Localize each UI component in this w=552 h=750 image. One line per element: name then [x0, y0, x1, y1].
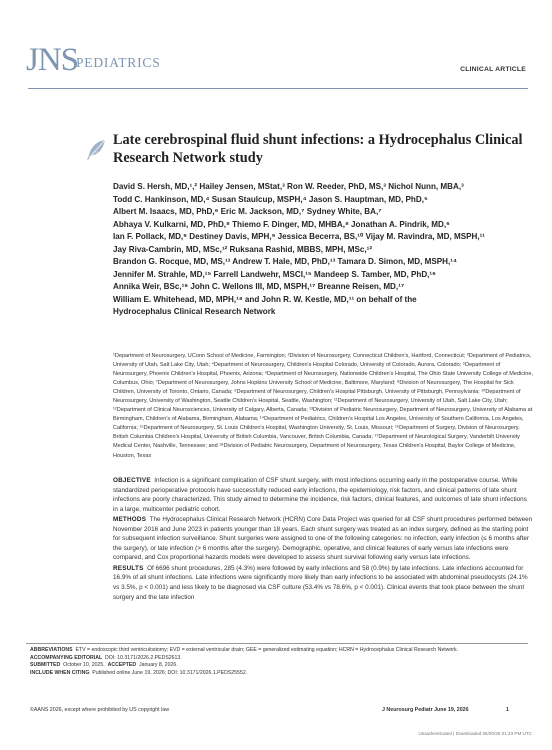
- author-line: Hydrocephalus Clinical Research Network: [113, 307, 276, 317]
- meta-label: SUBMITTED: [30, 662, 61, 669]
- journal-logo: JNS: [26, 42, 79, 78]
- meta-label: ABBREVIATIONS: [30, 647, 73, 653]
- download-note: Unauthenticated | Downloaded 06/20/26 01:23 PM UTC: [418, 731, 532, 736]
- meta-value: ETV = endoscopic third ventriculostomy; EVD = external ventricular drain; GEE = generalized estimating equation; HCRN = Hydrocephalus Clinical Research Network.: [75, 647, 459, 653]
- abstract-section-label: METHODS: [113, 516, 147, 524]
- page-number: 1: [506, 707, 509, 713]
- feather-icon: [84, 138, 108, 162]
- article-title: Late cerebrospinal fluid shunt infections: a Hydrocephalus Clinical Research Network study: [113, 132, 523, 166]
- author-line: Annika Weir, BSc,¹⁶ John C. Wellons III, MD, MSPH,¹⁷ Breanne Reisen, MD,¹⁷: [113, 282, 405, 292]
- editorial-doi-link[interactable]: DOI: 10.3171/2026.2.PEDS2613.: [105, 654, 182, 661]
- citation-info: [30, 670, 500, 678]
- article-type: CLINICAL ARTICLE: [460, 66, 526, 73]
- masthead-rule: [28, 88, 528, 89]
- author-line: Brandon G. Rocque, MD, MS,¹³ Andrew T. Hale, MD, PhD,¹³ Tamara D. Simon, MD, MSPH,¹⁴: [113, 257, 457, 267]
- meta-label: ACCEPTED: [107, 662, 137, 669]
- footer-rule: [26, 643, 528, 644]
- meta-value: October 10, 2025.: [63, 662, 105, 669]
- author-line: Ian F. Pollack, MD,⁹ Destiney Davis, MPH,⁹ Jessica Becerra, BS,¹⁰ Vijay M. Ravindra, MD, MSPH,¹¹: [113, 232, 485, 242]
- journal-reference: J Neurosurg Pediatr June 19, 2026: [382, 707, 469, 713]
- journal-masthead: [26, 40, 526, 88]
- citation-doi-link[interactable]: Published online June 19, 2026; DOI: 10.3171/2026.1.PEDS25552.: [92, 669, 248, 676]
- submission-dates: [30, 662, 500, 670]
- author-line: Abhaya V. Kulkarni, MD, PhD,⁸ Thiemo F. Dinger, MD, MHBA,⁸ Jonathan A. Pindrik, MD,⁶: [113, 219, 450, 229]
- author-line: Jennifer M. Strahle, MD,¹⁵ Farrell Landwehr, MSCI,¹⁵ Mandeep S. Tamber, MD, PhD,¹⁶: [113, 269, 436, 279]
- author-line: William E. Whitehead, MD, MPH,¹⁸ and John R. W. Kestle, MD,¹¹ on behalf of the: [113, 294, 417, 304]
- affiliations: ¹Department of Neurosurgery, UConn School of Medicine, Farmington; ²Division of Neurosurgery, Connecticut Children's, Hartford, Connecticut; ³Department of Pediatrics, University of Utah, Salt Lake City, Utah; ⁴Department of Neurosurgery, Children's Hospital Colorado, University of Colorado, Aurora, Colorado; ⁵Department of Neurosurgery, Phoenix Children's Hospital, Phoenix, Arizona; ⁶Department of Neurosurgery, Nationwide Children's Hospital, The Ohio State University College of Medicine, Columbus, Ohio; ⁷Department of Neurosurgery, Johns Hopkins University School of Medicine, Baltimore, Maryland; ⁸Division of Neurosurgery, The Hospital for Sick Children, University of Toronto, Ontario, Canada; ⁹Department of Neurosurgery, Children's Hospital Pittsburgh, University of Pittsburgh, Pennsylvania; ¹⁰Department of Neurosurgery, University of Washington, Seattle Children's Hospital, Seattle, Washington; ¹¹Department of Neurosurgery, University of Utah, Salt Lake City, Utah; ¹²Department of Clinical Neurosciences, University of Calgary, Alberta, Canada; ¹³Division of Pediatric Neurosurgery, Department of Neurosurgery, University of Alabama at Birmingham, Children's of Alabama, Birmingham, Alabama; ¹⁴Department of Pediatrics, Children's Hospital Los Angeles, University of Southern California, Los Angeles, California; ¹⁵Department of Neurosurgery, St. Louis Children's Hospital, Washington University, St. Louis, Missouri; ¹⁶Department of Surgery, Division of Neurosurgery, British Columbia Children's Hospital, University of British Columbia, Vancouver, British Columbia, Canada; ¹⁷Department of Neurological Surgery, Vanderbilt University Medical Center, Nashville, Tennessee; and ¹⁸Division of Pediatric Neurosurgery, Department of Neurosurgery, Texas Children's Hospital, Baylor College of Medicine, Houston, Texas: [113, 353, 534, 459]
- meta-label: ACCOMPANYING EDITORIAL: [30, 654, 103, 661]
- copyright-notice: ©AANS 2026, except where prohibited by US copyright law: [30, 707, 170, 713]
- abstract-section-label: OBJECTIVE: [113, 477, 151, 484]
- abstract-results: [113, 564, 533, 602]
- author-line: Jay Riva-Cambrin, MD, MSc,¹² Ruksana Rashid, MBBS, MPH, MSc,¹²: [113, 244, 373, 254]
- author-line: David S. Hersh, MD,¹,² Hailey Jensen, MStat,³ Ron W. Reeder, PhD, MS,³ Nichol Nunn, MBA,³: [113, 182, 464, 191]
- abstract-methods: [113, 515, 533, 563]
- journal-section: PEDIATRICS: [76, 55, 161, 70]
- abstract-objective: [113, 476, 533, 514]
- meta-value: January 8, 2026.: [139, 662, 178, 669]
- abstract-text: Of 6696 shunt procedures, 285 (4.3%) were followed by early infections and 58 (0.9%) by late infections. Late infections accounted for 16.9% of all shunt infections. Late infections were significantly more likely than early infections to be associated with abdominal pseudocysts (24.1% vs 3.5%, p < 0.001) and less likely to be diagnosed via CSF culture (53.4% vs 78.6%, p < 0.001). Clinical events that took place between the shunt surgery and the late infection: [113, 564, 528, 601]
- author-list: [113, 181, 533, 319]
- abstract-text: The Hydrocephalus Clinical Research Network (HCRN) Core Data Project was queried for all CSF shunt procedures performed between November 2016 and June 2023 in patients younger than 18 years. Each shunt surgery was treated as an index surgery, defined as the starting point for subsequent infection surveillance. Shunt surgeries were assigned to one of the following categories: no infection, early infection (≤ 6 months after the surgery), or late infection (> 6 months after the surgery). Demographic, operative, and clinical features of early versus late infections were compared, and Cox proportional hazards models were developed to assess shunt survival following early versus late infections.: [113, 516, 533, 562]
- abstract: [113, 476, 533, 603]
- abstract-section-label: RESULTS: [113, 564, 144, 572]
- article-metadata: [30, 647, 500, 677]
- meta-label: INCLUDE WHEN CITING: [30, 669, 90, 676]
- accompanying-editorial: [30, 655, 500, 663]
- abstract-text: Infection is a significant complication of CSF shunt surgery, with most infections occurring early in the postoperative course. While standardized perioperative protocols have successfully reduced early infections, the epidemiology, risk factors, and clinical patterns of late shunt infections are poorly characterized. This study aimed to determine the incidence, risk factors, clinical features, and outcomes of late shunt infections in a large, multicenter pediatric cohort.: [113, 477, 527, 513]
- page-footer: [30, 707, 530, 717]
- author-line: Albert M. Isaacs, MD, PhD,⁶ Eric M. Jackson, MD,⁷ Sydney White, BA,⁷: [113, 207, 382, 217]
- abbreviations: [30, 647, 500, 655]
- author-line: Todd C. Hankinson, MD,⁴ Susan Staulcup, MSPH,⁴ Jason S. Hauptman, MD, PhD,⁵: [113, 194, 428, 204]
